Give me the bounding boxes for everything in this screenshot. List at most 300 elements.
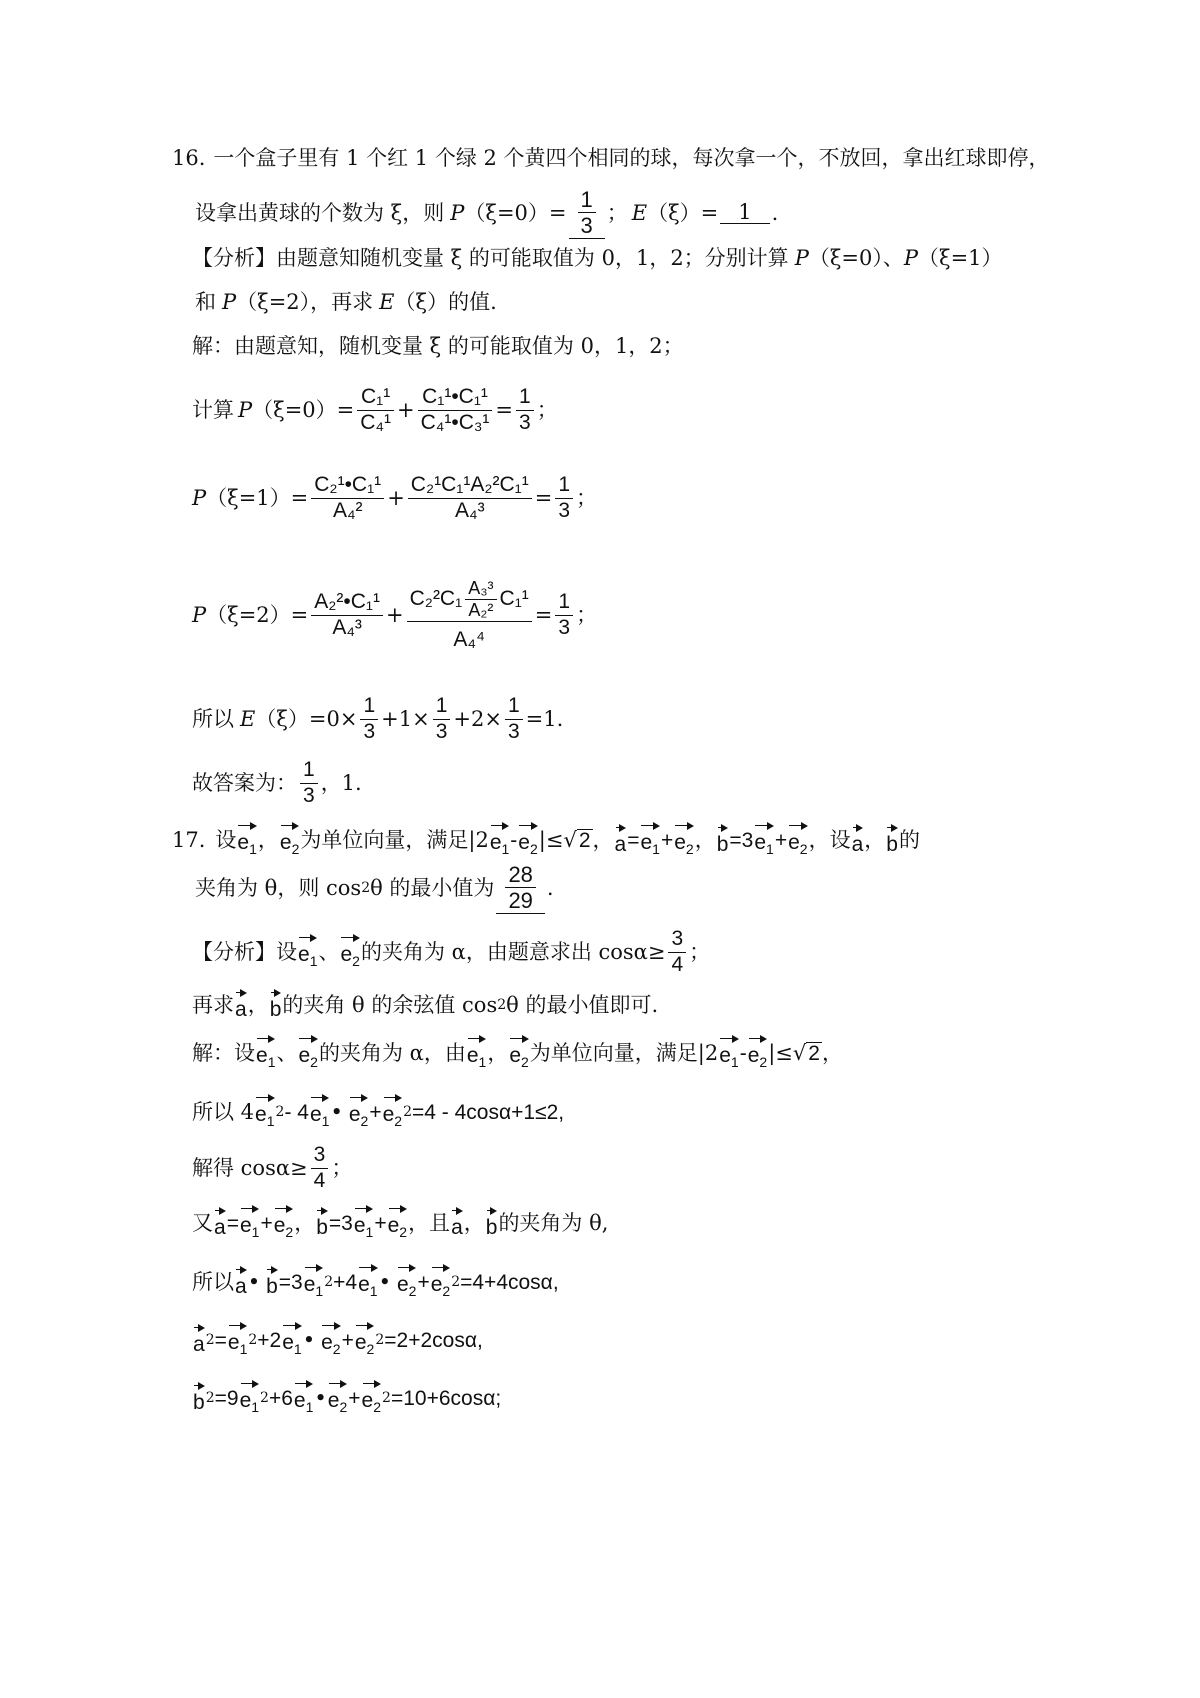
q17-text: ，且 — [408, 1210, 451, 1235]
q16-p2-fraction-1 — [311, 590, 383, 639]
q17-text: =4+4cosα, — [460, 1270, 559, 1294]
q17-text: ， — [864, 827, 886, 852]
vector-e1 — [358, 1265, 377, 1298]
vector-e2 — [397, 1265, 416, 1298]
q16-p-symbol: P — [192, 485, 207, 510]
vector-letter: b — [886, 833, 898, 856]
vector-letter: e — [239, 1389, 252, 1413]
q16-expectation-line — [192, 694, 563, 744]
vector-subscript: 1 — [251, 1224, 260, 1241]
q16-analysis-text-1c: （ξ=1） — [918, 246, 1003, 270]
fraction-numerator: C₂¹•C₁¹ — [314, 473, 382, 497]
vector-letter: e — [327, 1389, 340, 1413]
vector-letter: a — [451, 1216, 463, 1239]
vector-a — [235, 990, 247, 1020]
vector-e2 — [388, 1206, 407, 1239]
q17-analysis-line2 — [192, 988, 658, 1022]
vector-letter: e — [348, 1103, 361, 1127]
vector-subscript: 1 — [309, 953, 318, 970]
minus-sign: - — [510, 828, 518, 852]
q16-p0-lhs: （ξ=0）= — [252, 397, 355, 422]
vector-subscript: 1 — [267, 1054, 276, 1071]
vector-e1 — [282, 1323, 301, 1356]
vector-letter: b — [316, 1216, 328, 1239]
q16-ex-text-c: +1× — [381, 706, 430, 731]
fraction-numerator: A₃³ — [468, 578, 494, 599]
q17-analysis-label: 【分析】 — [192, 939, 276, 964]
vector-letter: b — [269, 998, 282, 1021]
q16-answer-1-num: 1 — [580, 186, 593, 212]
q16-e-symbol: E — [379, 290, 395, 314]
q17-text: 解：设 — [192, 1040, 255, 1065]
q16-p-symbol: P — [192, 602, 207, 627]
q16-p-symbol: P — [450, 200, 465, 225]
vector-subscript: 2 — [521, 1054, 529, 1071]
vector-letter: e — [509, 1044, 521, 1068]
q16-ex-fraction — [433, 694, 451, 743]
vector-subscript: 2 — [373, 1399, 382, 1416]
fraction-denominator: A₄³ — [454, 498, 485, 522]
vector-e1 — [294, 1381, 313, 1414]
vector-letter: a — [193, 1333, 205, 1356]
vector-subscript: 1 — [239, 1341, 248, 1358]
fraction-numerator: 1 — [519, 385, 531, 409]
q17-text: θ 的最小值即可. — [506, 992, 659, 1017]
q17-text: ， — [592, 827, 614, 852]
vector-e1 — [304, 1265, 323, 1298]
vector-e1 — [240, 1381, 259, 1414]
plus-sign: + — [374, 1211, 387, 1235]
equals-sign: = — [495, 397, 514, 422]
q16-p1-equation — [192, 460, 597, 536]
dot-operator: • — [302, 1327, 316, 1352]
fraction-denominator: 4 — [671, 952, 684, 976]
q17-text: 、 — [318, 939, 340, 964]
q16-answer-blank-1 — [569, 187, 605, 240]
q17-text: - 4 — [284, 1100, 309, 1124]
vector-e2 — [674, 823, 693, 856]
vector-subscript: 2 — [332, 1341, 341, 1358]
vector-letter: e — [719, 1044, 731, 1068]
vector-e1 — [354, 1206, 373, 1239]
q16-ex-fraction — [505, 694, 523, 743]
vector-letter: e — [303, 1273, 316, 1297]
vector-subscript: 2 — [394, 1113, 403, 1130]
vector-subscript: 2 — [291, 841, 300, 858]
fraction-denominator: 3 — [558, 615, 571, 639]
q17-cos-fraction — [311, 1143, 329, 1192]
q17-text: +4 — [333, 1270, 358, 1294]
q16-period: . — [771, 200, 779, 225]
q17-solution-line3 — [192, 1144, 352, 1192]
q17-answer-fraction — [505, 862, 535, 914]
vector-letter: e — [361, 1389, 374, 1413]
superscript: 2 — [361, 880, 371, 896]
q17-text: 的夹角为 α，由题意求出 cosα≥ — [360, 939, 666, 964]
q17-text: ， — [247, 992, 269, 1017]
q17-text: 夹角为 θ，则 cos — [195, 875, 362, 900]
plus-sign: + — [774, 828, 788, 852]
vector-subscript: 2 — [285, 1224, 294, 1241]
q16-solution-line1 — [192, 336, 684, 357]
superscript: 2 — [275, 1104, 285, 1120]
fraction-denominator: 29 — [508, 888, 533, 913]
q17-text: θ 的最小值为 — [370, 875, 495, 900]
dot-operator: • — [330, 1099, 343, 1124]
sqrt-radicand: 2 — [808, 1042, 820, 1065]
vector-e2 — [280, 823, 299, 856]
q16-final-fraction — [300, 758, 318, 807]
q16-p2-lhs: （ξ=2）= — [206, 602, 309, 627]
vector-letter: e — [674, 831, 686, 855]
q16-solution-text-1: 由题意知，随机变量 ξ 的可能取值为 0，1，2； — [234, 334, 684, 358]
q17-solution-line4 — [192, 1204, 608, 1242]
minus-sign: - — [739, 1041, 747, 1065]
plus-sign: + — [397, 397, 415, 422]
q16-p1-result — [555, 473, 573, 522]
fraction-numerator: 1 — [303, 758, 315, 782]
vector-letter: e — [239, 1214, 252, 1238]
q16-analysis-line1 — [192, 248, 1003, 269]
nested-fraction — [465, 578, 496, 620]
vector-e1 — [298, 935, 317, 968]
vector-e1 — [255, 1095, 274, 1128]
q17-number: 17. — [172, 827, 206, 852]
q17-text: ， — [463, 1210, 485, 1235]
q17-text: =10+6cosα; — [390, 1386, 502, 1410]
q17-text: 设 — [215, 827, 237, 852]
vector-b — [316, 1208, 328, 1238]
q17-analysis-fraction — [668, 927, 686, 976]
vector-letter: e — [353, 1214, 366, 1238]
vector-e2 — [355, 1323, 374, 1356]
plus-sign: + — [348, 1386, 361, 1410]
q17-text: ， — [487, 1040, 509, 1065]
vector-subscript: 2 — [759, 1054, 768, 1071]
plus-sign: + — [417, 1270, 430, 1294]
vector-e2 — [274, 1206, 293, 1239]
plus-sign: + — [369, 1100, 382, 1124]
q16-analysis-text-2a: 和 — [195, 290, 216, 314]
superscript: 2 — [497, 997, 507, 1013]
vector-letter: e — [466, 1044, 479, 1068]
fraction-numerator: 3 — [671, 927, 684, 951]
fraction-numerator: C₁¹ — [361, 385, 391, 409]
vector-letter: e — [382, 1103, 395, 1127]
vector-e2 — [349, 1095, 368, 1128]
sqrt-sign: √ — [563, 827, 577, 852]
q16-analysis-line2 — [195, 292, 497, 313]
q16-e-symbol: E — [240, 706, 256, 731]
vector-letter: e — [358, 1273, 370, 1297]
superscript: 2 — [375, 1332, 385, 1348]
q17-text: 的夹角为 α，由 — [318, 1040, 466, 1065]
vector-letter: b — [193, 1391, 205, 1414]
q16-p1-fraction-1 — [311, 473, 384, 522]
fraction-denominator: A₂² — [468, 599, 494, 620]
q16-p0-result — [516, 385, 534, 434]
vector-subscript: 1 — [730, 1054, 739, 1071]
vector-subscript: 2 — [399, 1224, 408, 1241]
vector-subscript: 1 — [766, 841, 774, 858]
q17-text: 解得 cosα≥ — [192, 1155, 308, 1180]
q16-ex-text-a: 所以 — [192, 706, 234, 731]
q17-text: 、 — [276, 1040, 298, 1065]
fraction-denominator: 3 — [303, 783, 315, 807]
equals-sign: = — [534, 485, 553, 510]
equals-sign: = — [214, 1328, 227, 1352]
fraction-numerator: 1 — [558, 590, 571, 614]
vector-letter: e — [640, 831, 653, 855]
q17-text: 的 — [898, 827, 920, 852]
vector-a — [451, 1208, 463, 1238]
superscript: 2 — [248, 1332, 258, 1348]
fraction-denominator: C₄¹•C₃¹ — [420, 410, 490, 434]
q16-semicolon: ； — [576, 602, 598, 627]
q16-p0-equation — [192, 372, 558, 448]
q17-text: ， — [821, 1040, 843, 1065]
vector-subscript: 1 — [249, 841, 257, 858]
q17-text: +2 — [257, 1328, 282, 1352]
q16-ex-fraction — [360, 694, 378, 743]
vector-letter: e — [298, 1044, 311, 1068]
q17-text: 为单位向量，满足|2 — [529, 1040, 719, 1065]
q16-calc-label: 计算 — [192, 397, 234, 422]
vector-e1 — [310, 1095, 329, 1128]
vector-letter: e — [227, 1331, 240, 1355]
vector-subscript: 1 — [478, 1054, 487, 1071]
vector-e1 — [467, 1036, 486, 1069]
q16-solution-label: 解： — [192, 334, 234, 358]
q17-text: =3 — [729, 828, 754, 852]
q17-text: ，设 — [808, 827, 851, 852]
vector-e2 — [518, 823, 537, 856]
q16-p0-fraction-1 — [357, 385, 394, 434]
vector-subscript: 1 — [321, 1113, 330, 1130]
q17-text: |≤ — [768, 1040, 793, 1065]
q16-p2-fraction-2 — [407, 578, 532, 652]
q16-p-symbol: P — [903, 246, 918, 270]
q16-ex-text-e: =1. — [525, 706, 564, 731]
q16-answer-1-fraction — [578, 187, 596, 239]
fraction-denominator: 3 — [507, 719, 520, 743]
vector-letter: e — [273, 1214, 286, 1238]
vector-subscript: 1 — [251, 1399, 260, 1416]
q17-analysis-line1 — [192, 928, 710, 976]
vector-b — [886, 825, 898, 855]
dot-operator: • — [378, 1269, 391, 1294]
superscript: 2 — [205, 1390, 215, 1406]
fraction-denominator: A₄³ — [332, 615, 362, 639]
fraction-numerator: C₂¹C₁¹A₂²C₁¹ — [410, 473, 529, 497]
vector-subscript: 2 — [360, 1113, 369, 1130]
q16-analysis-text-1b: （ξ=0）、 — [808, 246, 904, 270]
vector-a — [852, 825, 864, 855]
q17-text: 再求 — [192, 992, 234, 1017]
q17-solution-line5 — [192, 1262, 559, 1302]
q16-final-text-b: ，1. — [320, 770, 362, 795]
vector-subscript: 1 — [293, 1341, 302, 1358]
vector-subscript: 1 — [369, 1283, 378, 1300]
q17-text: 为单位向量，满足|2 — [300, 827, 489, 852]
vector-e1 — [228, 1323, 247, 1356]
fraction-denominator: A₄⁴ — [453, 627, 485, 651]
vector-e1 — [240, 1206, 259, 1239]
vector-e2 — [328, 1381, 347, 1414]
q16-stem-line2 — [195, 186, 779, 238]
fraction-denominator: 4 — [313, 1168, 326, 1192]
vector-subscript: 1 — [305, 1399, 314, 1416]
vector-letter: e — [321, 1331, 333, 1355]
superscript: 2 — [403, 1104, 412, 1120]
q16-answer-2: 1 — [738, 200, 752, 224]
vector-b — [270, 990, 282, 1020]
vector-subscript: 2 — [339, 1399, 348, 1416]
equals-sign: = — [627, 828, 640, 852]
vector-letter: e — [430, 1273, 443, 1297]
vector-subscript: 1 — [315, 1283, 324, 1300]
vector-subscript: 1 — [501, 841, 510, 858]
plus-sign: + — [386, 602, 404, 627]
q17-text: 所以 — [192, 1269, 234, 1294]
vector-letter: a — [851, 833, 864, 856]
q16-number: 16. — [172, 146, 206, 170]
q16-stem-line1 — [172, 148, 1050, 169]
equals-sign: = — [534, 602, 553, 627]
vector-letter: a — [614, 833, 627, 856]
vector-e2 — [509, 1036, 528, 1069]
vector-e2 — [383, 1095, 402, 1128]
vector-b — [266, 1267, 278, 1297]
q17-text: ； — [689, 939, 711, 964]
q17-text: . — [546, 875, 554, 900]
vector-subscript: 1 — [652, 841, 660, 858]
q16-p2-result — [555, 590, 573, 639]
vector-subscript: 2 — [310, 1054, 318, 1071]
vector-subscript: 2 — [366, 1341, 375, 1358]
q16-analysis-label: 【分析】 — [192, 246, 276, 270]
vector-a — [615, 825, 627, 855]
q16-p2-equation — [192, 552, 597, 678]
vector-subscript: 1 — [365, 1224, 374, 1241]
q17-text: 的夹角 θ 的余弦值 cos — [282, 992, 498, 1017]
q16-p0-fraction-2 — [418, 385, 493, 434]
vector-letter: e — [354, 1331, 367, 1355]
q16-semicolon: ； — [606, 200, 628, 225]
vector-a — [193, 1325, 205, 1355]
vector-subscript: 1 — [266, 1113, 275, 1130]
fraction-denominator: A₄² — [332, 498, 363, 522]
vector-letter: e — [309, 1103, 322, 1127]
q17-text: 设 — [276, 939, 297, 964]
dot-operator: • — [247, 1269, 261, 1294]
vector-e1 — [754, 823, 773, 856]
vector-letter: a — [235, 998, 247, 1021]
vector-letter: e — [747, 1044, 760, 1068]
fraction-numerator: 3 — [313, 1143, 326, 1167]
q17-text: =3 — [328, 1211, 353, 1235]
q16-semicolon: ； — [576, 485, 598, 510]
fraction-denominator: C₄¹ — [360, 410, 391, 434]
fraction-denominator: 3 — [558, 498, 571, 522]
sqrt-sign: √ — [792, 1040, 807, 1065]
q16-semicolon: ； — [536, 397, 558, 422]
dot-operator: • — [314, 1385, 327, 1410]
q17-solution-line7 — [192, 1378, 501, 1418]
vector-letter: e — [237, 831, 250, 855]
q16-final-text-a: 故答案为： — [192, 770, 297, 795]
vector-letter: b — [485, 1216, 498, 1239]
q17-solution-line1 — [192, 1034, 843, 1072]
vector-letter: e — [298, 943, 310, 967]
q16-analysis-text-2b: （ξ=2），再求 — [236, 290, 374, 314]
vector-letter: e — [340, 943, 353, 967]
fraction-numerator: A₂²•C₁¹ — [314, 590, 381, 614]
vector-e2 — [298, 1036, 317, 1069]
equals-sign: = — [226, 1211, 239, 1235]
q17-stem-line2 — [195, 861, 554, 913]
q17-text: =2+2cosα, — [384, 1328, 483, 1352]
vector-e1 — [490, 823, 509, 856]
vector-letter: e — [489, 831, 502, 855]
vector-letter: e — [293, 1389, 306, 1413]
fraction-numerator: 28 — [508, 861, 533, 887]
vector-letter: e — [255, 1103, 267, 1127]
q16-stem-text-2: 设拿出黄球的个数为 ξ，则 — [195, 200, 445, 225]
plus-sign: + — [387, 485, 405, 510]
fraction-numerator: 1 — [507, 694, 520, 718]
superscript: 2 — [382, 1390, 391, 1406]
sqrt-radicand: 2 — [578, 829, 591, 852]
q17-text: ， — [294, 1210, 316, 1235]
q17-text: =9 — [214, 1386, 239, 1410]
vector-letter: e — [396, 1273, 409, 1297]
vector-letter: e — [279, 831, 292, 855]
q16-e-symbol: E — [631, 200, 648, 225]
vector-b — [717, 825, 729, 855]
vector-letter: e — [387, 1214, 400, 1238]
fraction-denominator: 3 — [435, 719, 448, 743]
fraction-denominator: 3 — [363, 719, 376, 743]
q17-text: +6 — [268, 1386, 293, 1410]
vector-e2 — [748, 1036, 767, 1069]
plus-sign: + — [260, 1211, 273, 1235]
superscript: 2 — [451, 1274, 461, 1290]
vector-letter: e — [788, 831, 800, 855]
vector-letter: e — [518, 831, 530, 855]
q16-xi0: （ξ=0）= — [464, 200, 567, 225]
vector-subscript: 2 — [799, 841, 808, 858]
q16-p1-fraction-2 — [408, 473, 532, 522]
vector-e1 — [237, 823, 256, 856]
vector-e1 — [256, 1036, 275, 1069]
fraction-numerator: 1 — [558, 473, 571, 497]
q16-p1-lhs: （ξ=1）= — [206, 485, 309, 510]
q16-answer-blank-2 — [720, 202, 769, 224]
vector-letter: e — [754, 831, 767, 855]
vector-e1 — [719, 1036, 738, 1069]
superscript: 2 — [260, 1390, 269, 1406]
fraction-denominator: 3 — [519, 410, 531, 434]
vector-letter: b — [266, 1275, 278, 1298]
vector-e2 — [362, 1381, 381, 1414]
fraction-numerator — [407, 578, 532, 620]
q16-stem-text-1: 一个盒子里有 1 个红 1 个绿 2 个黄四个相同的球，每次拿一个，不放回，拿出红球即停， — [213, 146, 1050, 170]
vector-b — [486, 1208, 498, 1238]
vector-a — [214, 1208, 226, 1238]
plus-sign: + — [660, 828, 674, 852]
q17-text: 的夹角为 θ, — [498, 1210, 609, 1235]
